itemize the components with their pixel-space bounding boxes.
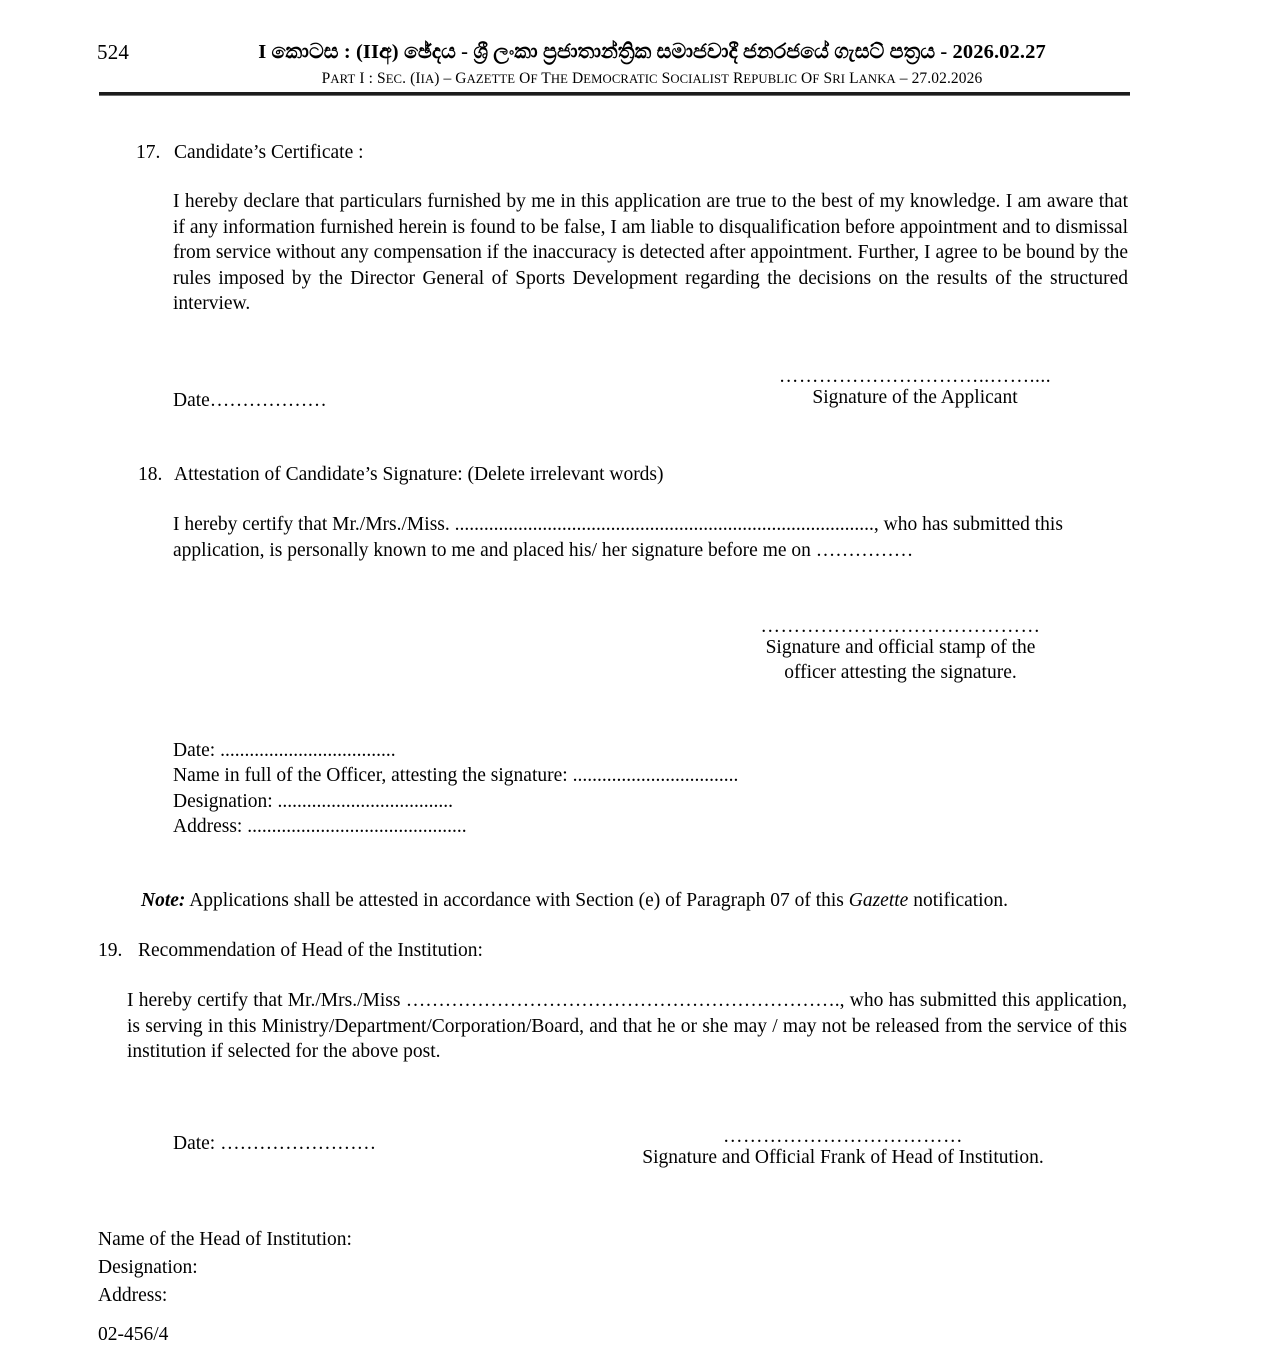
item-19-date-label: Date: …………………… — [173, 1133, 377, 1154]
header-english-title: PART I : SEC. (IIA) – GAZETTE OF THE DEMOCRATIC SOCIALIST REPUBLIC OF SRI LANKA – 27.02.2026 — [321, 70, 983, 87]
item-17-signature-area — [770, 368, 1060, 410]
item-19-signature-area — [623, 1128, 1063, 1170]
item-18-field-address: Address: ............................................. — [173, 816, 467, 837]
page-header — [97, 38, 1132, 91]
item-19-number: 19. — [98, 940, 123, 961]
item-19-paragraph: I hereby certify that Mr./Mrs./Miss …………………………………………………………., who has submitted this application, is serving in this Ministry/Department/Corporation/Board, and that he or she may / may not be released from the service of this institution if selected for the above post. — [127, 990, 1127, 1062]
item-17-title: Candidate’s Certificate : — [174, 142, 364, 163]
item-18-field-officer-name: Name in full of the Officer, attesting the signature: .................................. — [173, 765, 739, 786]
item-19-title: Recommendation of Head of the Institution: — [138, 940, 483, 961]
item-19-heading — [98, 938, 998, 964]
note-gazette-word: Gazette — [848, 890, 909, 911]
page-number: 524 — [97, 40, 130, 64]
footer-line-institution-head-name: Name of the Head of Institution: — [98, 1229, 352, 1250]
item-18-field-designation: Designation: .................................... — [173, 791, 454, 812]
item-18-paragraph: I hereby certify that Mr./Mrs./Miss. ......................................................................................, who has submitted this application, is personally known to me and placed his/ her signature before me on …………… — [173, 514, 1063, 561]
gazette-reference-code: 02-456/4 — [98, 1324, 169, 1345]
note-label: Note: — [141, 890, 186, 911]
head-of-institution-details — [98, 1226, 352, 1310]
item-17-paragraph: I hereby declare that particulars furnished by me in this application are true to the best of my knowledge. I am aware that if any information furnished herein is found to be false, I am liable to disqualification before appointment and to dismissal from service without any compensation if the inaccuracy is detected after appointment. Further, I agree to be bound by the rules imposed by the Director General of Sports Development regarding the decisions on the results of the structured interview. — [173, 191, 1128, 314]
item-18-number: 18. — [138, 464, 163, 485]
item-18-attestation-dots: …………………………………… — [760, 618, 1041, 635]
item-18-attestation-caption-line-2: officer attesting the signature. — [784, 662, 1017, 683]
item-17-heading — [136, 140, 1036, 166]
header-titles — [192, 38, 1132, 91]
item-17-date-label: Date……………… — [173, 390, 327, 411]
item-18-attestation-signature-area — [753, 618, 1048, 685]
header-divider-rule — [99, 92, 1130, 96]
item-18-heading — [138, 462, 1038, 488]
note-text-after: notification. — [908, 890, 1008, 911]
item-17-signature-dots: …………………………..…….... — [778, 368, 1052, 385]
item-19-signature-caption: Signature and Official Frank of Head of Institution. — [642, 1147, 1044, 1168]
item-19-signature-dots: ……………………………… — [723, 1128, 963, 1145]
footer-line-address: Address: — [98, 1285, 168, 1306]
item-18-title: Attestation of Candidate’s Signature: (Delete irrelevant words) — [174, 464, 664, 485]
item-17-signature-caption: Signature of the Applicant — [812, 387, 1018, 408]
footer-line-designation: Designation: — [98, 1257, 198, 1278]
item-17-number: 17. — [136, 142, 161, 163]
note-text-before: Applications shall be attested in accordance with Section (e) of Paragraph 07 of this — [185, 890, 849, 911]
item-18-attestation-caption-line-1: Signature and official stamp of the — [765, 637, 1036, 658]
header-row — [97, 38, 1132, 91]
item-18-field-date: Date: .................................... — [173, 740, 396, 761]
header-sinhala-title: I කොටස : (IIඅ) ඡේදය - ශ්‍රී ලංකා ප්‍රජාතාන්ත්‍රික සමාජවාදී ජනරජයේ ගැසට් පත්‍රය - 2026.02.27 — [258, 41, 1046, 63]
attestation-note — [141, 888, 1131, 914]
